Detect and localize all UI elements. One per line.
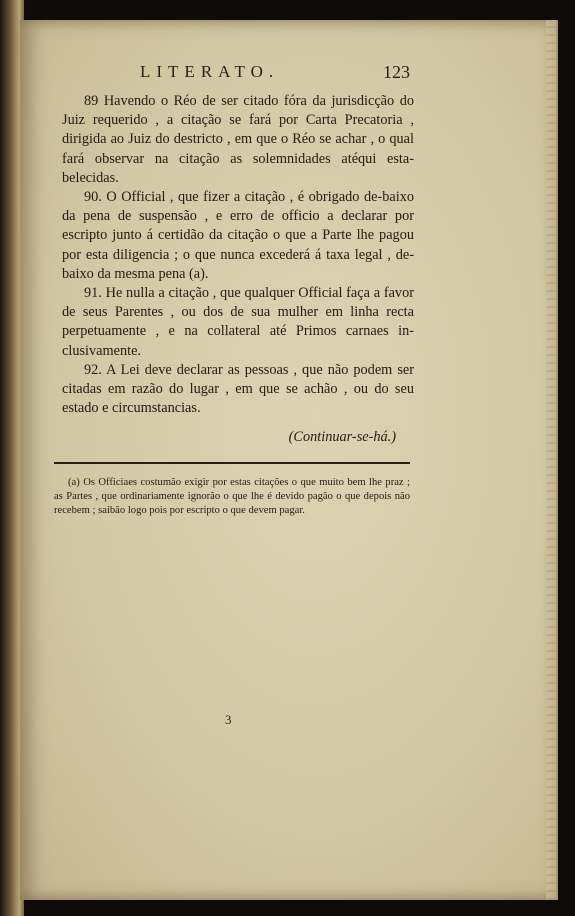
- page-number: 123: [383, 62, 410, 82]
- paragraph-92: 92. A Lei deve declarar as pessoas , que não podem ser citadas em razão do lugar , em que se achão , ou do seu estado e circumstancias.: [62, 361, 414, 417]
- footnote: [54, 476, 410, 518]
- body-text: [62, 92, 414, 448]
- footnote-rule: [54, 462, 410, 464]
- paragraph-91: 91. He nulla a citação , que qualquer Official faça a favor de seus Parentes , ou dos de sua mulher em linha recta perpetuamente , e na collateral até Primos carnaes in-clusivamente.: [62, 285, 414, 359]
- running-header: [140, 62, 410, 88]
- footnote-a: (a) Os Officiaes costumão exigir por estas citações o que muito bem lhe praz ; as Partes , que ordinariamente ignorão o que lhe é devido pagão o que depois não recebem ; saibão logo pois por escripto o que devem pagar.: [54, 477, 410, 516]
- paragraph-90: 90. O Official , que fizer a citação , é obrigado de-baixo da pena de suspensão , e erro de officio a declarar por escripto junto á certidão da citação o que a Parte lhe pagou por esta diligencia ; o que nunca excederá á taxa legal , de-baixo da mesma pena (a).: [62, 189, 414, 282]
- page-edge: [546, 20, 556, 900]
- signature-mark: 3: [225, 712, 232, 727]
- paragraph-89: 89 Havendo o Réo de ser citado fóra da jurisdicção do Juiz requerido , a citação se fará por Carta Precatoria , dirigida ao Juiz do destricto , em que o Réo se achar , o qual fará observar na citação as solemnidades atéqui esta-belecidas.: [62, 93, 414, 186]
- header-title: LITERATO.: [140, 62, 280, 81]
- continuation-note: (Continuar-se-há.): [288, 429, 396, 446]
